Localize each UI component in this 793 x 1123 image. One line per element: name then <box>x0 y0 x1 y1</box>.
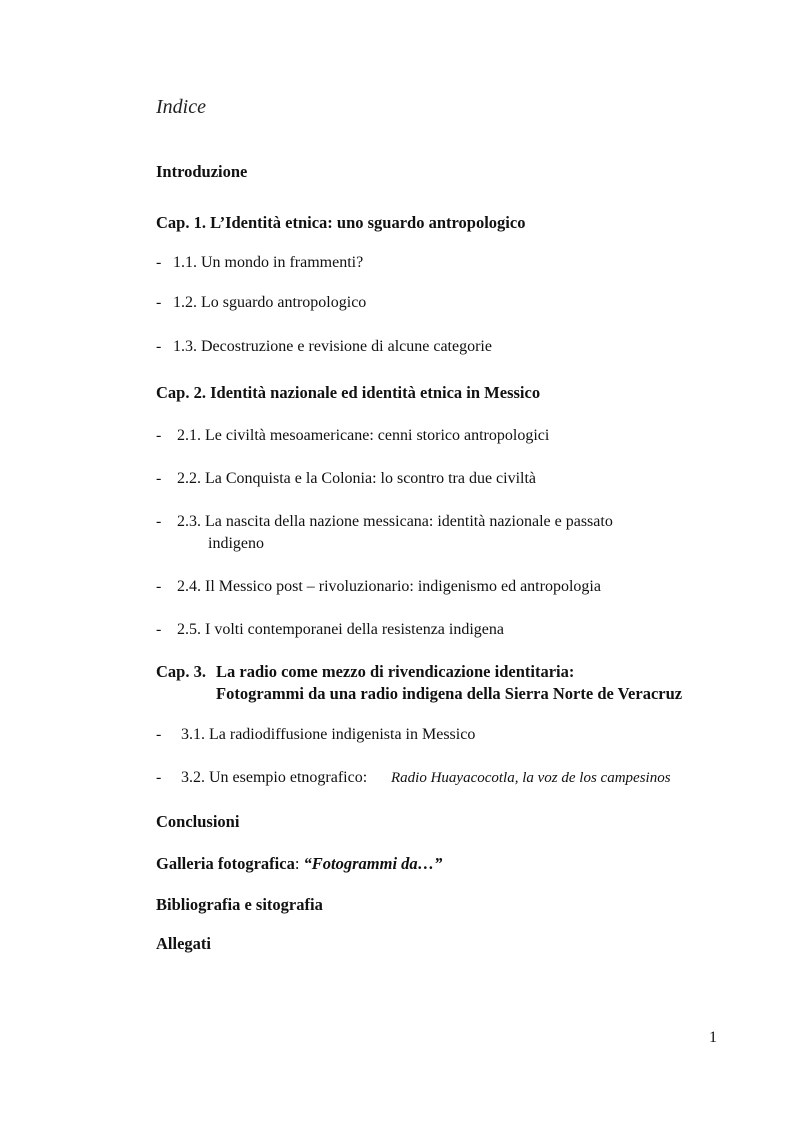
toc-introduzione: Introduzione <box>156 162 248 181</box>
toc-galleria-label: Galleria fotografica <box>156 854 295 873</box>
toc-galleria-subtitle: “Fotogrammi da…” <box>303 854 443 873</box>
toc-item-label: 2.3. La nascita della nazione messicana: identità nazionale e passato <box>177 513 613 530</box>
toc-item-label: 3.1. La radiodiffusione indigenista in Messico <box>181 726 476 743</box>
toc-item-2-2 <box>156 470 537 488</box>
list-dash: - <box>156 470 162 487</box>
toc-cap2-heading: Cap. 2. Identità nazionale ed identità etnica in Messico <box>156 383 541 402</box>
toc-allegati: Allegati <box>156 934 211 953</box>
toc-cap1-heading: Cap. 1. L’Identità etnica: uno sguardo antropologico <box>156 213 526 232</box>
page-title: Indice <box>156 96 206 118</box>
list-dash: - <box>156 294 162 311</box>
list-dash: - <box>156 726 162 743</box>
list-dash: - <box>156 427 162 444</box>
toc-item-label: 3.2. Un esempio etnografico: <box>181 769 368 786</box>
list-dash: - <box>156 254 162 271</box>
list-dash: - <box>156 769 162 786</box>
toc-item-1-2 <box>156 294 367 312</box>
toc-item-3-1 <box>156 726 476 744</box>
toc-item-label: 1.3. Decostruzione e revisione di alcune categorie <box>173 338 492 355</box>
toc-galleria <box>156 854 442 874</box>
toc-item-label: 1.2. Lo sguardo antropologico <box>173 294 367 311</box>
toc-item-label: 2.1. Le civiltà mesoamericane: cenni storico antropologici <box>177 427 550 444</box>
toc-cap3-label: Cap. 3. <box>156 662 206 681</box>
toc-cap3-heading-line1: La radio come mezzo di rivendicazione identitaria: <box>216 662 575 681</box>
toc-item-1-1 <box>156 254 364 272</box>
toc-item-2-3-continuation: indigeno <box>208 535 264 552</box>
toc-item-2-1 <box>156 427 550 445</box>
list-dash: - <box>156 621 162 638</box>
list-dash: - <box>156 513 162 530</box>
toc-item-italic-title: Radio Huayacocotla, la voz de los campesinos <box>391 770 671 786</box>
toc-conclusioni: Conclusioni <box>156 812 240 831</box>
toc-item-2-4 <box>156 578 601 596</box>
toc-item-2-5 <box>156 621 504 639</box>
toc-galleria-colon: : <box>294 854 300 873</box>
toc-item-label: 1.1. Un mondo in frammenti? <box>173 254 364 271</box>
toc-item-1-3 <box>156 338 492 356</box>
toc-cap3-heading-line2: Fotogrammi da una radio indigena della Sierra Norte de Veracruz <box>216 684 683 703</box>
toc-item-label: 2.4. Il Messico post – rivoluzionario: indigenismo ed antropologia <box>177 578 601 595</box>
page-number: 1 <box>709 1029 717 1046</box>
list-dash: - <box>156 338 162 355</box>
list-dash: - <box>156 578 162 595</box>
toc-item-3-2 <box>156 769 671 787</box>
toc-item-label: 2.2. La Conquista e la Colonia: lo scontro tra due civiltà <box>177 470 537 487</box>
toc-item-label: 2.5. I volti contemporanei della resistenza indigena <box>177 621 504 638</box>
toc-bibliografia: Bibliografia e sitografia <box>156 895 323 914</box>
toc-item-2-3 <box>156 513 613 531</box>
